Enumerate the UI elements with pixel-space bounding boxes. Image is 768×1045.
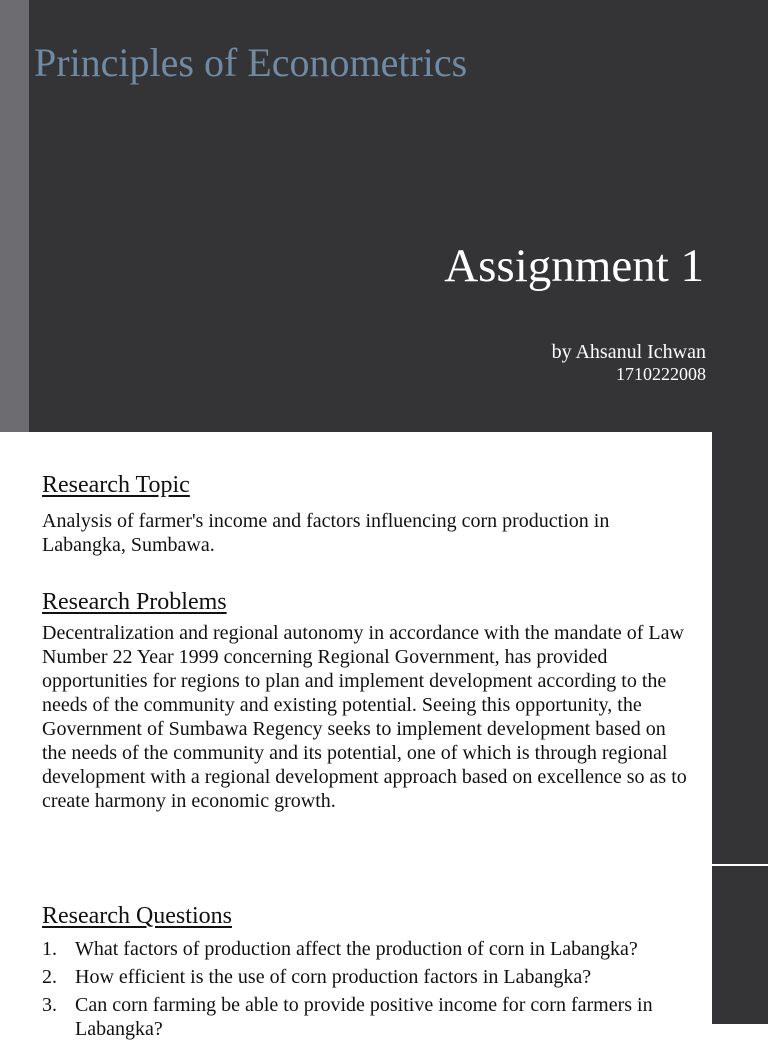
student-id: 1710222008 — [616, 364, 706, 384]
list-item-number: 2. — [42, 966, 57, 988]
research-topic-heading: Research Topic — [42, 472, 190, 498]
list-item — [42, 937, 692, 961]
research-problems-text: Decentralization and regional autonomy in accordance with the mandate of Law Number 22 Year 1999 concerning Regional Government, has provided opportunities for regions to plan and implement development according to the needs of the community and existing potential. Seeing this opportunity, the Government of Sumbawa Regency seeks to implement development based on the needs of the community and its potential, one of which is through regional development with a regional development approach based on excellence so as to create harmony in economic growth. — [42, 622, 687, 812]
list-item-text: What factors of production affect the production of corn in Labangka? — [75, 938, 638, 960]
title-slide — [0, 0, 768, 432]
side-bar-bottom — [712, 866, 768, 1024]
list-item-number: 3. — [42, 994, 57, 1016]
list-item-number: 1. — [42, 938, 57, 960]
accent-bar — [0, 0, 29, 432]
list-item-text: Can corn farming be able to provide positive income for corn farmers in Labangka? — [75, 994, 653, 1040]
side-bar-top — [712, 432, 768, 864]
research-topic-text: Analysis of farmer's income and factors influencing corn production in Labangka, Sumbawa. — [42, 510, 610, 556]
list-item — [42, 993, 692, 1041]
content-slide — [0, 432, 768, 1040]
author-name: by Ahsanul Ichwan — [551, 341, 706, 363]
research-questions-list — [42, 937, 692, 1045]
assignment-title: Assignment 1 — [444, 240, 704, 292]
research-problems-heading: Research Problems — [42, 589, 227, 615]
list-item-text: How efficient is the use of corn production factors in Labangka? — [75, 966, 592, 988]
research-questions-heading: Research Questions — [42, 903, 232, 929]
course-title: Principles of Econometrics — [34, 40, 468, 85]
list-item — [42, 965, 692, 989]
